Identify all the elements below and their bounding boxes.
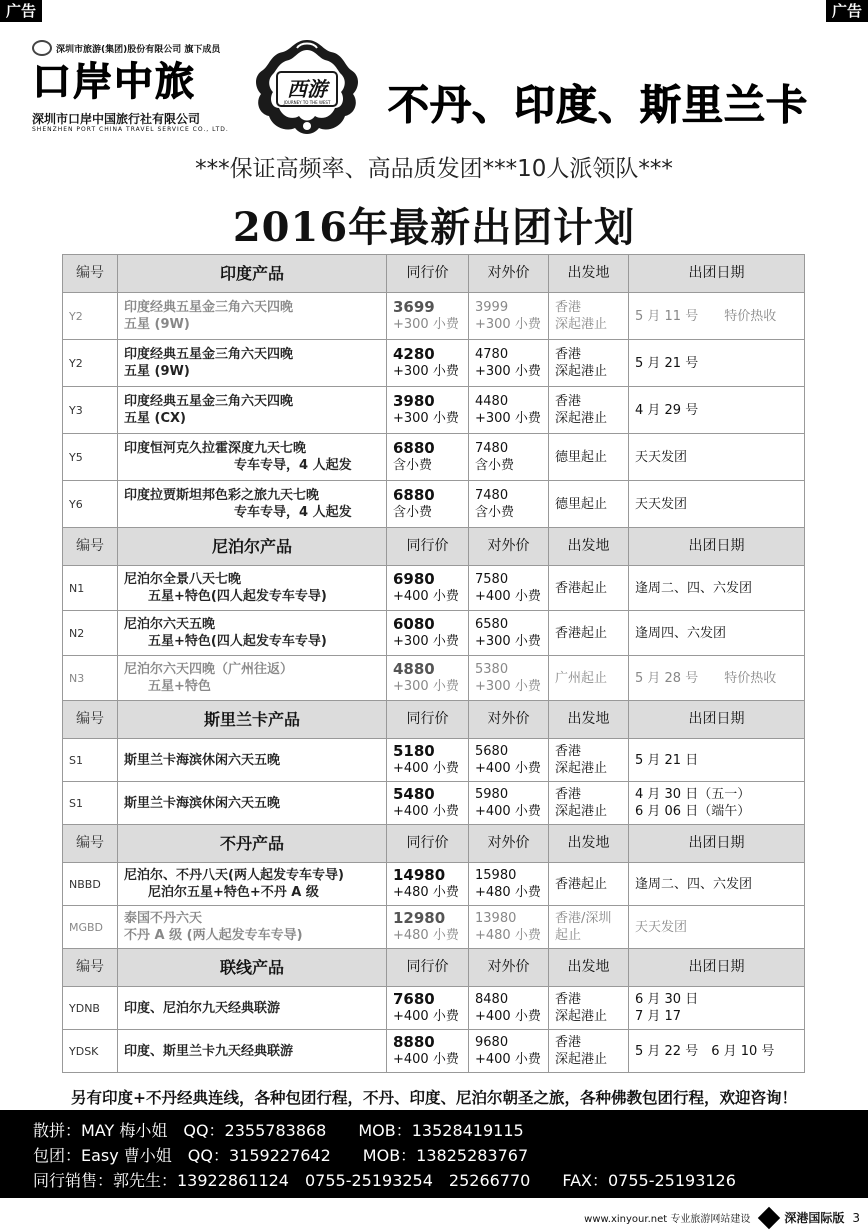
departure-header: 出发地: [549, 825, 629, 863]
contact-row-group: 散拼：MAY 梅小姐 QQ：2355783868 MOB：13528419115: [33, 1121, 524, 1140]
public-price-header: 对外价: [469, 701, 549, 739]
peer-price-cell: [387, 611, 469, 656]
public-price-cell: [469, 566, 549, 611]
departure-city: 香港: [555, 992, 582, 1007]
peer-price-header: 同行价: [387, 528, 469, 566]
peer-price: 3980: [393, 392, 435, 410]
departure-cell: [549, 656, 629, 701]
peer-price: 4880: [393, 660, 435, 678]
tour-row: [63, 863, 805, 906]
peer-fee: +300 小费: [393, 317, 459, 332]
tour-name: 印度、斯里兰卡九天经典联游: [124, 1043, 294, 1059]
tour-product: [118, 739, 387, 782]
public-price-cell: [469, 481, 549, 528]
tour-code: N2: [63, 611, 118, 656]
peer-price: 5180: [393, 742, 435, 760]
public-price: 6580: [475, 617, 509, 632]
departure-dates-cell: [629, 782, 805, 825]
peer-price: 6980: [393, 570, 435, 588]
departure-dates-cell: [629, 906, 805, 949]
public-price: 7480: [475, 441, 509, 456]
public-fee: +300 小费: [475, 364, 541, 379]
tour-detail: 不丹 A 级 (两人起发专车专导): [124, 928, 303, 943]
peer-price-cell: [387, 782, 469, 825]
public-price: 4480: [475, 394, 509, 409]
tour-product: [118, 387, 387, 434]
tour-code: Y6: [63, 481, 118, 528]
peer-price: 14980: [393, 866, 446, 884]
peer-price-header: 同行价: [387, 825, 469, 863]
departure-city: 香港: [555, 744, 582, 759]
departure-date: 5 月 28 号 特价热收: [635, 670, 777, 686]
departure-cell: [549, 1030, 629, 1073]
departure-dates-cell: [629, 987, 805, 1030]
public-price-cell: [469, 906, 549, 949]
departure-note: 深起港止: [555, 411, 608, 426]
peer-price-cell: [387, 434, 469, 481]
departure-date: 4 月 30 日（五一）: [635, 787, 751, 802]
tour-row: [63, 1030, 805, 1073]
emblem-subtext: JOURNEY TO THE WEST: [283, 100, 331, 105]
departure-note: 深起港止: [555, 761, 608, 776]
page-footer: [584, 1205, 868, 1230]
departure-date-2: 6 月 06 日（端午）: [635, 804, 751, 819]
section-header-row: [63, 701, 805, 739]
peer-fee: 含小费: [393, 458, 433, 473]
tour-detail: 五星 (CX): [124, 411, 186, 426]
contact-row-private: 包团：Easy 曹小姐 QQ：3159227642 MOB：13825283767: [33, 1146, 529, 1165]
public-price-cell: [469, 863, 549, 906]
peer-price-cell: [387, 340, 469, 387]
public-fee: +480 小费: [475, 928, 541, 943]
code-header: 编号: [63, 528, 118, 566]
tour-plan-table: [62, 254, 805, 1073]
public-price-cell: [469, 340, 549, 387]
tour-row: [63, 782, 805, 825]
section-name: 不丹产品: [118, 825, 387, 863]
tour-row: [63, 481, 805, 528]
brand-logo-text: 口岸中旅: [32, 60, 197, 105]
departure-city: 香港: [555, 394, 582, 409]
tour-name: 尼泊尔六天四晚（广州往返）: [124, 662, 294, 677]
tour-name: 斯里兰卡海滨休闲六天五晚: [124, 752, 281, 768]
departure-note: 深起港止: [555, 1009, 608, 1024]
footer-url: www.xinyour.net 专业旅游网站建设: [584, 1214, 751, 1225]
departure-date: 逢周四、六发团: [635, 625, 727, 641]
tour-name: 尼泊尔全景八天七晚: [124, 572, 242, 587]
section-header-row: [63, 825, 805, 863]
tour-detail: 五星+特色(四人起发专车专导): [148, 634, 327, 649]
parent-group-text: 深圳市旅游(集团)股份有限公司 旗下成员: [56, 44, 221, 55]
contact-panel: [0, 1110, 868, 1198]
tour-row: [63, 906, 805, 949]
company-name: 深圳市口岸中国旅行社有限公司: [32, 112, 201, 126]
public-price-cell: [469, 611, 549, 656]
departure-date: 5 月 21 号: [635, 355, 699, 371]
public-price-cell: [469, 293, 549, 340]
departure-cell: [549, 566, 629, 611]
departure-city: 香港起止: [555, 580, 608, 596]
public-price-header: 对外价: [469, 528, 549, 566]
tour-code: S1: [63, 782, 118, 825]
public-fee: +300 小费: [475, 411, 541, 426]
public-price: 9680: [475, 1035, 509, 1050]
departure-date: 6 月 30 日: [635, 992, 699, 1007]
departure-date: 4 月 29 号: [635, 402, 699, 418]
slogan: ***保证高频率、高品质发团***10人派领队***: [195, 156, 673, 182]
departure-city: 香港: [555, 300, 582, 315]
peer-price: 3699: [393, 298, 435, 316]
departure-note: 深起港止: [555, 804, 608, 819]
public-price: 7580: [475, 572, 509, 587]
page-number: 3: [852, 1210, 860, 1225]
public-fee: +400 小费: [475, 804, 541, 819]
peer-price-cell: [387, 1030, 469, 1073]
departure-cell: [549, 293, 629, 340]
departure-city: 香港起止: [555, 876, 608, 892]
emblem-text: 西游: [287, 77, 327, 101]
departure-cell: [549, 387, 629, 434]
public-price: 7480: [475, 488, 509, 503]
departure-date: 天天发团: [635, 496, 688, 512]
public-price-cell: [469, 739, 549, 782]
tour-row: [63, 293, 805, 340]
departure-cell: [549, 906, 629, 949]
tour-product: [118, 566, 387, 611]
departure-cell: [549, 340, 629, 387]
departure-header: 出发地: [549, 255, 629, 293]
departure-dates-cell: [629, 387, 805, 434]
tour-row: [63, 611, 805, 656]
tour-code: NBBD: [63, 863, 118, 906]
public-price-header: 对外价: [469, 825, 549, 863]
peer-price: 6880: [393, 486, 435, 504]
tour-product: [118, 1030, 387, 1073]
public-price: 5980: [475, 787, 509, 802]
peer-price-cell: [387, 863, 469, 906]
departure-date: 天天发团: [635, 449, 688, 465]
peer-price: 6880: [393, 439, 435, 457]
section-name: 联线产品: [118, 949, 387, 987]
tour-code: Y5: [63, 434, 118, 481]
tour-code: MGBD: [63, 906, 118, 949]
public-price-header: 对外价: [469, 255, 549, 293]
tour-detail: 专车专导，4 人起发: [234, 505, 352, 520]
tour-product: [118, 293, 387, 340]
tour-code: YDNB: [63, 987, 118, 1030]
departure-cell: [549, 434, 629, 481]
departure-city: 香港: [555, 347, 582, 362]
peer-price-cell: [387, 906, 469, 949]
section-header-row: [63, 949, 805, 987]
diamond-logo-icon: [758, 1206, 780, 1228]
departure-date-2: 7 月 17: [635, 1009, 682, 1024]
peer-fee: +480 小费: [393, 928, 459, 943]
departure-dates-cell: [629, 434, 805, 481]
peer-fee: +400 小费: [393, 804, 459, 819]
departure-cell: [549, 987, 629, 1030]
public-price-header: 对外价: [469, 949, 549, 987]
departure-date: 逢周二、四、六发团: [635, 580, 753, 596]
tour-product: [118, 611, 387, 656]
section-header-row: [63, 255, 805, 293]
public-fee: +300 小费: [475, 317, 541, 332]
departure-dates-cell: [629, 863, 805, 906]
public-fee: +300 小费: [475, 634, 541, 649]
departure-cell: [549, 611, 629, 656]
tour-detail: 五星 (9W): [124, 364, 190, 379]
tour-name: 印度经典五星金三角六天四晚: [124, 300, 294, 315]
public-fee: 含小费: [475, 458, 515, 473]
public-price-cell: [469, 1030, 549, 1073]
public-price: 5680: [475, 744, 509, 759]
code-header: 编号: [63, 949, 118, 987]
peer-price: 6080: [393, 615, 435, 633]
peer-price: 7680: [393, 990, 435, 1008]
dates-header: 出团日期: [629, 949, 805, 987]
departure-date: 5 月 21 日: [635, 752, 699, 768]
public-price: 15980: [475, 868, 517, 883]
ad-tag-left: 广告: [0, 0, 42, 22]
tour-detail: 五星 (9W): [124, 317, 190, 332]
peer-price: 12980: [393, 909, 446, 927]
tour-name: 印度经典五星金三角六天四晚: [124, 347, 294, 362]
departure-dates-cell: [629, 481, 805, 528]
departure-city: 香港: [555, 1035, 582, 1050]
journey-west-emblem: [243, 36, 371, 140]
code-header: 编号: [63, 825, 118, 863]
public-price-cell: [469, 656, 549, 701]
tour-detail: 尼泊尔五星+特色+不丹 A 级: [148, 885, 319, 900]
tour-name: 印度、尼泊尔九天经典联游: [124, 1000, 281, 1016]
departure-date: 天天发团: [635, 919, 688, 935]
plan-title: 2016年最新出团计划: [232, 204, 636, 251]
peer-fee: +400 小费: [393, 761, 459, 776]
departure-header: 出发地: [549, 949, 629, 987]
peer-fee: +480 小费: [393, 885, 459, 900]
peer-price-header: 同行价: [387, 949, 469, 987]
tour-code: N3: [63, 656, 118, 701]
tour-name: 印度经典五星金三角六天四晚: [124, 394, 294, 409]
peer-price-cell: [387, 566, 469, 611]
departure-city: 香港起止: [555, 625, 608, 641]
tour-code: Y2: [63, 340, 118, 387]
tour-row: [63, 987, 805, 1030]
tour-product: [118, 906, 387, 949]
section-name: 斯里兰卡产品: [118, 701, 387, 739]
tour-name: 泰国不丹六天: [124, 911, 203, 926]
dates-header: 出团日期: [629, 255, 805, 293]
public-fee: +400 小费: [475, 1009, 541, 1024]
destination-title: 不丹、印度、斯里兰卡: [388, 81, 808, 129]
tour-code: Y2: [63, 293, 118, 340]
tour-product: [118, 434, 387, 481]
footer-brand: 深港国际版: [784, 1211, 845, 1225]
public-price-cell: [469, 434, 549, 481]
public-price: 8480: [475, 992, 509, 1007]
departure-city: 广州起止: [555, 670, 608, 686]
peer-fee: +300 小费: [393, 364, 459, 379]
peer-fee: +400 小费: [393, 1009, 459, 1024]
tour-product: [118, 863, 387, 906]
departure-date: 5 月 11 号 特价热收: [635, 308, 777, 324]
code-header: 编号: [63, 255, 118, 293]
peer-fee: +400 小费: [393, 589, 459, 604]
public-price: 13980: [475, 911, 517, 926]
ad-tag-right: 广告: [826, 0, 868, 22]
departure-note: 深起港止: [555, 317, 608, 332]
tour-product: [118, 656, 387, 701]
tour-name: 斯里兰卡海滨休闲六天五晚: [124, 795, 281, 811]
peer-price-cell: [387, 481, 469, 528]
departure-city: 香港: [555, 787, 582, 802]
public-fee: +300 小费: [475, 679, 541, 694]
peer-price-cell: [387, 293, 469, 340]
tour-name: 印度恒河克久拉霍深度九天七晚: [124, 441, 307, 456]
tour-detail: 专车专导，4 人起发: [234, 458, 352, 473]
departure-dates-cell: [629, 1030, 805, 1073]
departure-note: 深起港止: [555, 364, 608, 379]
departure-dates-cell: [629, 566, 805, 611]
peer-fee: 含小费: [393, 505, 433, 520]
peer-price-header: 同行价: [387, 255, 469, 293]
departure-cell: [549, 863, 629, 906]
tour-row: [63, 340, 805, 387]
code-header: 编号: [63, 701, 118, 739]
tour-code: N1: [63, 566, 118, 611]
contact-row-sales: 同行销售：郭先生：13922861124 0755-25193254 25266770 FAX：0755-25193126: [33, 1171, 736, 1190]
tour-name: 尼泊尔六天五晚: [124, 617, 216, 632]
tour-name: 印度拉贾斯坦邦色彩之旅九天七晚: [124, 488, 320, 503]
public-price: 4780: [475, 347, 509, 362]
tour-detail: 五星+特色(四人起发专车专导): [148, 589, 327, 604]
company-name-en: SHENZHEN PORT CHINA TRAVEL SERVICE CO., LTD.: [32, 126, 229, 133]
tour-product: [118, 782, 387, 825]
public-price: 5380: [475, 662, 509, 677]
departure-cell: [549, 782, 629, 825]
peer-fee: +300 小费: [393, 634, 459, 649]
tour-code: S1: [63, 739, 118, 782]
departure-city: 德里起止: [555, 496, 608, 512]
public-fee: +400 小费: [475, 1052, 541, 1067]
public-price-cell: [469, 782, 549, 825]
peer-price-header: 同行价: [387, 701, 469, 739]
public-price: 3999: [475, 300, 509, 315]
tour-row: [63, 566, 805, 611]
tour-row: [63, 739, 805, 782]
public-price-cell: [469, 387, 549, 434]
public-fee: +480 小费: [475, 885, 541, 900]
globe-icon: [32, 40, 52, 56]
departure-dates-cell: [629, 611, 805, 656]
peer-price: 4280: [393, 345, 435, 363]
tour-product: [118, 987, 387, 1030]
tour-row: [63, 387, 805, 434]
peer-price-cell: [387, 656, 469, 701]
departure-city: 香港/深圳: [555, 911, 612, 926]
tour-name: 尼泊尔、不丹八天(两人起发专车专导): [124, 868, 344, 883]
dates-header: 出团日期: [629, 825, 805, 863]
departure-date: 逢周二、四、六发团: [635, 876, 753, 892]
tour-code: Y3: [63, 387, 118, 434]
tour-code: YDSK: [63, 1030, 118, 1073]
public-fee: +400 小费: [475, 589, 541, 604]
section-name: 尼泊尔产品: [118, 528, 387, 566]
tour-product: [118, 340, 387, 387]
dates-header: 出团日期: [629, 528, 805, 566]
peer-fee: +300 小费: [393, 679, 459, 694]
departure-dates-cell: [629, 656, 805, 701]
departure-dates-cell: [629, 293, 805, 340]
peer-fee: +300 小费: [393, 411, 459, 426]
departure-note: 起止: [555, 928, 582, 943]
departure-dates-cell: [629, 340, 805, 387]
peer-price: 8880: [393, 1033, 435, 1051]
public-price-cell: [469, 987, 549, 1030]
departure-city: 德里起止: [555, 449, 608, 465]
departure-header: 出发地: [549, 528, 629, 566]
departure-note: 深起港止: [555, 1052, 608, 1067]
departure-header: 出发地: [549, 701, 629, 739]
public-fee: +400 小费: [475, 761, 541, 776]
public-fee: 含小费: [475, 505, 515, 520]
peer-fee: +400 小费: [393, 1052, 459, 1067]
tour-row: [63, 656, 805, 701]
tour-product: [118, 481, 387, 528]
departure-date: 5 月 22 号 6 月 10 号: [635, 1043, 775, 1059]
section-name: 印度产品: [118, 255, 387, 293]
tour-row: [63, 434, 805, 481]
peer-price-cell: [387, 739, 469, 782]
section-header-row: [63, 528, 805, 566]
parent-group-logo: [32, 40, 220, 56]
tour-detail: 五星+特色: [148, 679, 211, 694]
more-info-note: 另有印度+不丹经典连线，各种包团行程，不丹、印度、尼泊尔朝圣之旅，各种佛教包团行程，欢迎咨询！: [71, 1088, 797, 1107]
peer-price: 5480: [393, 785, 435, 803]
dates-header: 出团日期: [629, 701, 805, 739]
peer-price-cell: [387, 387, 469, 434]
peer-price-cell: [387, 987, 469, 1030]
departure-cell: [549, 481, 629, 528]
departure-cell: [549, 739, 629, 782]
departure-dates-cell: [629, 739, 805, 782]
